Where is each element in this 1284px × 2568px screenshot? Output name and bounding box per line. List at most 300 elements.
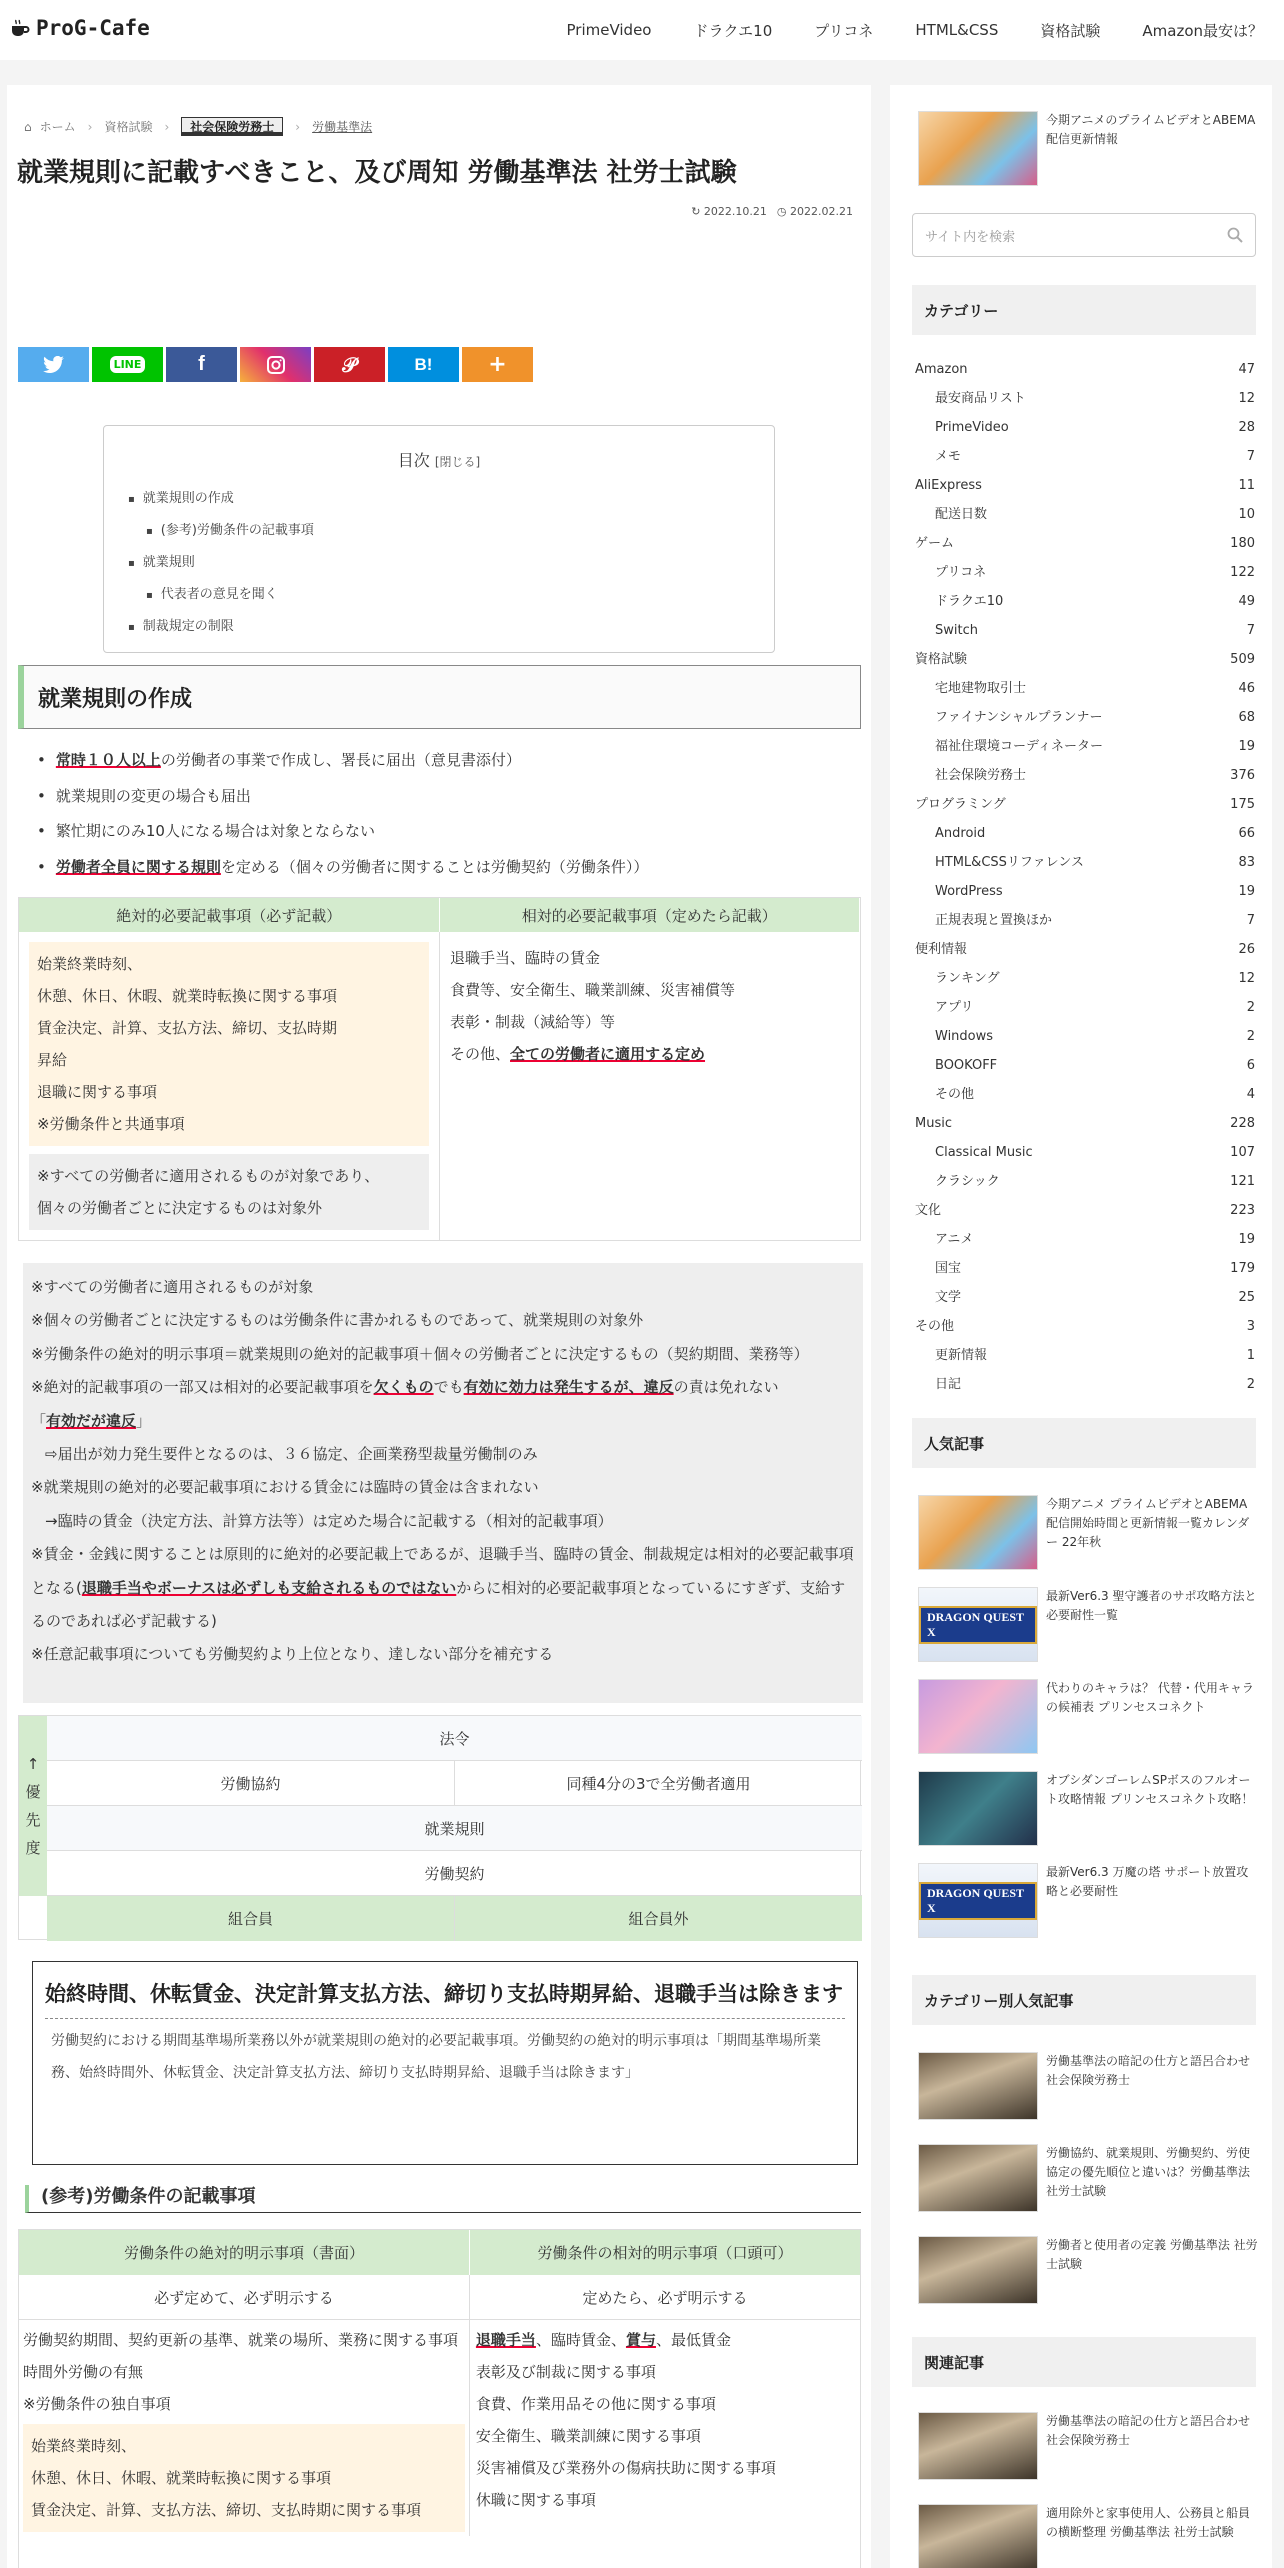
twitter-bird-icon	[43, 356, 65, 374]
note-line: →臨時の賃金（決定方法、計算方法等）は定めた場合に記載する（相対的記載事項）	[45, 1511, 613, 1530]
category-count: 6	[1246, 1058, 1255, 1073]
emphasis-text: 労働者全員に関する規則	[55, 857, 221, 876]
list-item	[37, 850, 857, 886]
clock-icon: ◷	[776, 205, 787, 218]
toc-item[interactable]: ▪ 代表者の意見を聞く	[146, 579, 774, 611]
category-popular-card[interactable]	[918, 2236, 1258, 2304]
table-of-contents	[103, 425, 775, 653]
category-count: 2	[1246, 1000, 1255, 1015]
table-cell: 組合員外	[454, 1896, 862, 1941]
category-count: 122	[1230, 565, 1255, 580]
category-count: 1	[1246, 1348, 1255, 1363]
table-cell: 労働契約	[424, 1864, 485, 1883]
category-item[interactable]	[915, 790, 1255, 819]
table-cell	[19, 2320, 469, 2536]
category-name[interactable]: ランキング	[935, 971, 1000, 986]
line-icon: LINE	[110, 356, 146, 373]
category-count: 107	[1230, 1145, 1255, 1160]
emphasis-text: 有効に効力は発生するが、違反	[463, 1378, 674, 1397]
category-name[interactable]: 文化	[915, 1203, 942, 1218]
card-title: 適用除外と家事使用人、公務員と船員の横断整理 労働基準法 社労士試験	[1046, 2506, 1251, 2539]
toc-item[interactable]: ▪ 制裁規定の制限	[128, 611, 774, 643]
emphasis-text: 欠くもの	[373, 1378, 434, 1397]
toc-heading	[104, 448, 774, 471]
published-date-text: 2022.02.21	[790, 205, 853, 218]
category-count: 509	[1230, 652, 1255, 667]
nav-dq10[interactable]: ドラクエ10	[693, 21, 773, 40]
category-popular-card[interactable]	[918, 2052, 1258, 2120]
share-facebook-button[interactable]	[166, 347, 237, 382]
category-name[interactable]: プリコネ	[935, 565, 987, 580]
category-item[interactable]	[915, 703, 1255, 732]
note-line	[31, 1371, 855, 1404]
text-span: 、臨時賃金、	[535, 2331, 626, 2349]
category-count: 11	[1238, 478, 1255, 493]
category-item[interactable]	[915, 674, 1255, 703]
toc-item[interactable]: ▪ 就業規則の作成	[128, 483, 774, 515]
table-cell: 定めたら、必ず明示する	[469, 2275, 860, 2319]
category-count: 3	[1246, 1319, 1255, 1334]
global-nav	[546, 0, 1284, 60]
category-item[interactable]	[915, 877, 1255, 906]
note-line: ※個々の労働者ごとに決定するものは労働条件に書かれるものであって、就業規則の対象外	[31, 1311, 644, 1330]
site-logo[interactable]	[10, 16, 150, 40]
category-name[interactable]: 文学	[935, 1290, 962, 1305]
popular-list	[918, 1495, 1258, 1955]
text-span: 」	[136, 1411, 152, 1430]
anime-thumbnail	[918, 1495, 1038, 1570]
books-thumbnail	[918, 2504, 1038, 2568]
popular-card[interactable]	[918, 1587, 1258, 1662]
table-line: 始業終業時刻、	[37, 955, 143, 973]
card-title: 労働協約、就業規則、労働契約、労使協定の優先順位と違いは？労働基準法 社労士試験	[1046, 2146, 1251, 2198]
card-title: オブシダンゴーレムSPボスのフルオート攻略情報 プリンセスコネクト攻略！	[1046, 1773, 1254, 1806]
updated-date	[691, 205, 767, 218]
table-row	[47, 1716, 862, 1761]
category-count: 4	[1246, 1087, 1255, 1102]
chevron-right-icon: ›	[164, 119, 170, 134]
summary-body: 労働契約における期間基準場所業務以外が就業規則の絶対的必要記載事項。労働契約の絶対的明示事項は「期間基準場所業務、始終時間外、休転賃金、決定計算支払方法、締切り支払時期昇給、退職手当は除きます」	[51, 2033, 821, 2081]
categories-heading: カテゴリー	[912, 285, 1256, 335]
category-name[interactable]: 正規表現と置換ほか	[935, 913, 1053, 928]
nav-primevideo[interactable]: PrimeVideo	[566, 21, 652, 39]
category-name[interactable]: 更新情報	[935, 1348, 988, 1363]
table-line: 災害補償及び業務外の傷病扶助に関する事項	[475, 2459, 776, 2477]
category-item[interactable]	[915, 964, 1255, 993]
category-item[interactable]	[915, 355, 1255, 384]
category-item[interactable]	[915, 1022, 1255, 1051]
category-item[interactable]	[915, 616, 1255, 645]
category-name[interactable]: BOOKOFF	[935, 1058, 998, 1073]
highlight-box	[29, 942, 429, 1146]
table-cell: 法令	[439, 1729, 470, 1748]
category-count: 46	[1238, 681, 1255, 696]
table-header	[19, 898, 860, 932]
category-count: 121	[1230, 1174, 1255, 1189]
table-line: 個々の労働者ごとに決定するものは対象外	[37, 1199, 323, 1217]
toc-toggle[interactable]: [閉じる]	[434, 455, 481, 469]
category-item[interactable]	[915, 1341, 1255, 1370]
text-span: ※賃金・金銭に関することは原則的に絶対的必要記載上であるが、退職手当、臨時の賃金、制裁規定は相対的必要記載事項となる(	[31, 1545, 854, 1597]
category-count: 10	[1238, 507, 1255, 522]
category-item[interactable]	[915, 645, 1255, 674]
priority-label: 度	[25, 1839, 41, 1857]
table-cell: 同種4分の3で全労働者適用	[454, 1761, 862, 1805]
rule-bullets	[37, 743, 857, 885]
table-line: 休憩、休日、休暇、就業時転換に関する事項	[31, 2469, 332, 2487]
related-list	[918, 2412, 1258, 2568]
category-count: 68	[1238, 710, 1255, 725]
table-line: 安全衛生、職業訓練に関する事項	[475, 2427, 701, 2445]
subsection-heading: (参考)労働条件の記載事項	[25, 2185, 861, 2213]
instagram-icon	[267, 356, 285, 374]
table-cell: 組合員	[227, 1910, 273, 1928]
category-name[interactable]: 社会保険労務士	[935, 768, 1027, 783]
category-name[interactable]: 最安商品リスト	[935, 391, 1026, 406]
bullet-text: の労働者の事業で作成し、署長に届出（意見書添付）	[160, 751, 521, 769]
share-hatena-button[interactable]	[388, 347, 459, 382]
table-header-cell: 労働条件の絶対的明示事項（書面）	[19, 2230, 469, 2275]
share-buttons	[18, 347, 533, 382]
category-name[interactable]: Classical Music	[935, 1145, 1033, 1160]
table-row	[47, 1851, 862, 1896]
priority-label: 先	[25, 1811, 41, 1829]
share-pinterest-button[interactable]	[314, 347, 385, 382]
table-line: 賃金決定、計算、支払方法、締切、支払時期に関する事項	[31, 2501, 422, 2519]
section-heading: 就業規則の作成	[18, 665, 861, 729]
table-line: 退職に関する事項	[37, 1083, 158, 1101]
category-item[interactable]	[915, 529, 1255, 558]
category-count: 2	[1246, 1377, 1255, 1392]
category-count: 376	[1230, 768, 1255, 783]
category-count: 25	[1238, 1290, 1255, 1305]
card-title: 労働基準法の暗記の仕方と語呂合わせ 社会保険労務士	[1046, 2414, 1251, 2447]
category-name[interactable]: PrimeVideo	[935, 420, 1009, 435]
breadcrumb-sharoushi[interactable]: 社会保険労務士	[181, 117, 283, 136]
popular-card[interactable]	[918, 1679, 1258, 1754]
related-card[interactable]	[918, 2412, 1258, 2480]
popular-card[interactable]	[918, 1863, 1258, 1938]
table-body	[19, 932, 860, 1240]
dq-logo-thumbnail: DRAGON QUEST X	[918, 1587, 1038, 1662]
table-header-cell: 相対的必要記載事項（定めたら記載）	[440, 898, 861, 932]
note-line: ⇨届出が効力発生要件となるのは、３６協定、企画業務型裁量労働制のみ	[45, 1445, 538, 1464]
table-line: 休職に関する事項	[475, 2491, 596, 2509]
category-count: 12	[1238, 971, 1255, 986]
share-line-button[interactable]	[92, 347, 163, 382]
category-name[interactable]: 国宝	[935, 1261, 962, 1276]
priconne-thumbnail	[918, 1679, 1038, 1754]
category-item[interactable]	[915, 1312, 1255, 1341]
updated-date-text: 2022.10.21	[703, 205, 767, 218]
toc-item[interactable]: ▪ (参考)労働条件の記載事項	[146, 515, 774, 547]
category-name[interactable]: 配送日数	[935, 507, 988, 522]
category-popular-list	[918, 2052, 1258, 2328]
dq-logo-thumbnail: DRAGON QUEST X	[918, 1863, 1038, 1938]
category-popular-heading: カテゴリー別人気記事	[912, 1975, 1256, 2025]
category-item[interactable]	[915, 413, 1255, 442]
category-name[interactable]: アニメ	[935, 1232, 974, 1247]
required-items-table	[18, 897, 861, 1241]
category-name[interactable]: ファイナンシャルプランナー	[935, 710, 1103, 725]
popular-card[interactable]	[918, 1771, 1258, 1846]
category-item[interactable]	[915, 993, 1255, 1022]
chevron-right-icon: ›	[295, 119, 301, 134]
table-line: 表彰及び制裁に関する事項	[475, 2363, 656, 2381]
note-line: ※労働条件の絶対的明示事項＝就業規則の絶対的記載事項＋個々の労働者ごとに決定するもの（契約期間、業務等）	[31, 1344, 809, 1363]
text-span: からに相対的必要記載事項となっているにすぎず、支給するのであれば必ず記載する)	[31, 1578, 846, 1631]
category-name[interactable]: WordPress	[935, 884, 1003, 899]
table-line	[450, 1038, 850, 1070]
category-name[interactable]: 宅地建物取引士	[935, 681, 1027, 696]
table-line: 時間外労働の有無	[23, 2363, 144, 2381]
text-span: 「	[31, 1411, 47, 1430]
table-line: 休憩、休日、休暇、就業時転換に関する事項	[37, 987, 338, 1005]
highlight-box	[23, 2424, 465, 2532]
category-count: 223	[1230, 1203, 1255, 1218]
category-item[interactable]	[915, 1254, 1255, 1283]
bullet-text: を定める（個々の労働者に関することは労働契約（労働条件））	[220, 857, 649, 876]
category-count: 49	[1238, 594, 1255, 609]
category-name[interactable]: Amazon	[915, 362, 968, 377]
books-thumbnail	[918, 2144, 1038, 2212]
refresh-icon: ↻	[691, 205, 701, 218]
chevron-right-icon: ›	[87, 119, 93, 134]
category-item[interactable]	[915, 1051, 1255, 1080]
category-name[interactable]: Android	[935, 826, 986, 841]
category-item[interactable]	[915, 848, 1255, 877]
category-count: 179	[1230, 1261, 1255, 1276]
related-card[interactable]	[918, 2504, 1258, 2568]
anime-thumbnail	[918, 111, 1038, 186]
notes-box	[23, 1263, 863, 1703]
nav-priconne[interactable]: プリコネ	[814, 21, 874, 40]
emphasis-text: 賞与	[625, 2331, 656, 2349]
table-row	[47, 1806, 862, 1851]
summary-title: 始終時間、休転賃金、決定計算支払方法、締切り支払時期昇給、退職手当は除きます	[45, 1972, 845, 2019]
toc-list	[128, 483, 774, 643]
category-count: 7	[1246, 449, 1255, 464]
emphasis-text: 退職手当やボーナスは必ずしも支給されるものではない	[81, 1578, 457, 1597]
note-line: ※すべての労働者に適用されるものが対象	[31, 1278, 314, 1296]
plus-icon: +	[488, 352, 507, 377]
card-title: 今期アニメ プライムビデオとABEMA配信開始時間と更新情報一覧カレンダー 22年秋	[1046, 1497, 1250, 1549]
category-count: 19	[1238, 1232, 1255, 1247]
text-span: ※絶対的記載事項の一部又は相対的必要記載事項を	[31, 1378, 374, 1397]
list-item	[37, 743, 857, 779]
category-item[interactable]	[915, 1109, 1255, 1138]
category-item[interactable]	[915, 1196, 1255, 1225]
table-line: 賃金決定、計算、支払方法、締切、支払時期	[37, 1019, 338, 1037]
text-span: 、最低賃金	[655, 2331, 731, 2349]
facebook-icon: f	[198, 353, 205, 375]
category-count: 12	[1238, 391, 1255, 406]
text-span: その他、	[450, 1045, 511, 1063]
table-line: ※労働条件と共通事項	[37, 1115, 185, 1133]
emphasis-text: 退職手当	[475, 2331, 536, 2349]
category-count: 7	[1246, 913, 1255, 928]
note-line	[31, 1405, 855, 1438]
category-count: 28	[1238, 420, 1255, 435]
category-count: 83	[1238, 855, 1255, 870]
search-icon[interactable]	[1227, 227, 1243, 243]
category-name[interactable]: AliExpress	[915, 478, 982, 493]
table-line: 労働契約期間、契約更新の基準、就業の場所、業務に関する事項	[23, 2331, 459, 2349]
post-dates	[691, 205, 853, 218]
share-instagram-button[interactable]	[240, 347, 311, 382]
featured-card[interactable]	[918, 111, 1258, 186]
breadcrumb-labor-law[interactable]: 労働基準法	[312, 120, 373, 134]
nav-html-css[interactable]: HTML&CSS	[915, 21, 999, 39]
table-line: 始業終業時刻、	[31, 2437, 137, 2455]
category-item[interactable]	[915, 558, 1255, 587]
search-input[interactable]: サイト内を検索	[925, 229, 1016, 245]
logo-text: ProG-Cafe	[36, 16, 150, 40]
popular-card[interactable]	[918, 1495, 1258, 1570]
category-name[interactable]: プログラミング	[915, 797, 1006, 812]
category-count: 180	[1230, 536, 1255, 551]
category-item[interactable]	[915, 1225, 1255, 1254]
table-cell: 労働協約	[220, 1774, 281, 1793]
category-count: 7	[1246, 623, 1255, 638]
table-row	[19, 2275, 860, 2320]
list-item: • 繁忙期にのみ10人になる場合は対象とならない	[37, 814, 857, 850]
category-count: 26	[1238, 942, 1255, 957]
category-name[interactable]: ゲーム	[915, 536, 955, 551]
pinterest-icon: 𝒫	[342, 352, 357, 377]
text-span: の責は免れない	[673, 1378, 779, 1397]
category-name[interactable]: ドラクエ10	[935, 594, 1004, 609]
category-name[interactable]: 福祉住環境コーディネーター	[935, 739, 1103, 754]
category-item[interactable]	[915, 906, 1255, 935]
table-header-cell: 労働条件の相対的明示事項（口頭可）	[469, 2230, 860, 2275]
card-title: 最新Ver6.3 万魔の塔 サポート放置攻略と必要耐性	[1046, 1865, 1249, 1898]
category-item[interactable]	[915, 761, 1255, 790]
table-cell	[19, 932, 439, 1240]
category-item[interactable]	[915, 1080, 1255, 1109]
nav-amazon[interactable]: Amazon最安は？	[1142, 21, 1263, 40]
category-item[interactable]	[915, 442, 1255, 471]
table-cell: 必ず定めて、必ず明示する	[154, 2288, 334, 2307]
category-count: 19	[1238, 739, 1255, 754]
category-count: 2	[1246, 1029, 1255, 1044]
priority-axis	[19, 1716, 47, 1896]
category-count: 19	[1238, 884, 1255, 899]
table-line: 表彰・制裁（減給等）等	[450, 1013, 616, 1031]
toc-item[interactable]: ▪ 就業規則	[128, 547, 774, 579]
breadcrumb-exams[interactable]: 資格試験	[104, 120, 153, 134]
table-row	[19, 2320, 860, 2536]
books-thumbnail	[918, 2412, 1038, 2480]
category-item[interactable]	[915, 1283, 1255, 1312]
toc-title: 目次	[397, 451, 430, 470]
category-item[interactable]	[915, 384, 1255, 413]
search-box[interactable]	[912, 213, 1256, 257]
table-line: 食費、作業用品その他に関する事項	[475, 2395, 716, 2413]
breadcrumb	[24, 117, 372, 136]
page-title: 就業規則に記載すべきこと、及び周知 労働基準法 社労士試験	[17, 158, 737, 188]
category-item[interactable]	[915, 935, 1255, 964]
home-icon: ⌂	[24, 119, 32, 134]
emphasis-text: 有効だが違反	[46, 1411, 137, 1430]
card-title: 労働者と使用者の定義 労働基準法 社労士試験	[1046, 2238, 1258, 2271]
category-count: 175	[1230, 797, 1255, 812]
category-item[interactable]	[915, 819, 1255, 848]
category-popular-card[interactable]	[918, 2144, 1258, 2212]
emphasis-text: 全ての労働者に適用する定め	[510, 1045, 706, 1063]
card-title: 代わりのキャラは？ 代替・代用キャラの候補表 プリンセスコネクト	[1046, 1681, 1254, 1714]
labor-conditions-table	[18, 2229, 861, 2568]
table-cell: 就業規則	[424, 1819, 485, 1838]
text-span: でも	[433, 1378, 464, 1397]
emphasis-text: 常時１０人以上	[55, 751, 161, 769]
summary-box	[32, 1961, 858, 2165]
category-item[interactable]	[915, 500, 1255, 529]
table-line: ※すべての労働者に適用されるものが対象であり、	[37, 1167, 380, 1185]
category-name[interactable]: その他	[915, 1319, 955, 1334]
category-list	[915, 355, 1255, 1399]
priority-table	[18, 1715, 861, 1940]
category-name[interactable]: クラシック	[935, 1174, 1000, 1189]
category-name[interactable]: HTML&CSSリファレンス	[935, 855, 1084, 870]
nav-exams[interactable]: 資格試験	[1040, 21, 1101, 40]
category-name[interactable]: アプリ	[935, 1000, 974, 1015]
table-line	[476, 2324, 854, 2356]
site-header	[0, 0, 1284, 60]
note-line	[31, 1538, 855, 1638]
share-more-button[interactable]	[462, 347, 533, 382]
priority-label: ↑	[26, 1755, 40, 1773]
category-name[interactable]: その他	[935, 1087, 975, 1102]
table-cell	[439, 932, 860, 1240]
list-item: • 就業規則の変更の場合も届出	[37, 779, 857, 815]
related-heading: 関連記事	[912, 2337, 1256, 2387]
category-name[interactable]: 日記	[935, 1377, 962, 1392]
sidebar	[890, 85, 1272, 2568]
category-name[interactable]: メモ	[935, 449, 962, 464]
share-twitter-button[interactable]	[18, 347, 89, 382]
table-line: 退職手当、臨時の賃金	[450, 949, 601, 967]
category-name[interactable]: Switch	[935, 623, 978, 638]
published-date	[777, 205, 853, 218]
article-main	[7, 85, 871, 2568]
table-line: 食費等、安全衛生、職業訓練、災害補償等	[450, 981, 736, 999]
category-name[interactable]: 資格試験	[915, 652, 968, 667]
priority-label: 優	[25, 1783, 41, 1801]
table-row	[47, 1761, 862, 1806]
breadcrumb-home[interactable]: ホーム	[39, 120, 76, 134]
category-count: 228	[1230, 1116, 1255, 1131]
category-count: 47	[1238, 362, 1255, 377]
books-thumbnail	[918, 2236, 1038, 2304]
books-thumbnail	[918, 2052, 1038, 2120]
card-title: 最新Ver6.3 聖守護者のサポ攻略方法と必要耐性一覧	[1046, 1589, 1257, 1622]
category-item[interactable]	[915, 732, 1255, 761]
category-item[interactable]	[915, 587, 1255, 616]
category-item[interactable]	[915, 1138, 1255, 1167]
table-row	[47, 1896, 862, 1941]
category-item[interactable]	[915, 471, 1255, 500]
category-name[interactable]: Windows	[935, 1029, 994, 1044]
category-item[interactable]	[915, 1167, 1255, 1196]
category-name[interactable]: Music	[915, 1116, 952, 1131]
category-count: 66	[1238, 826, 1255, 841]
category-item[interactable]	[915, 1370, 1255, 1399]
card-title: 労働基準法の暗記の仕方と語呂合わせ 社会保険労務士	[1046, 2054, 1251, 2087]
table-line: ※労働条件の独自事項	[23, 2395, 171, 2413]
category-name[interactable]: 便利情報	[915, 942, 968, 957]
hatena-icon: B!	[414, 354, 433, 374]
